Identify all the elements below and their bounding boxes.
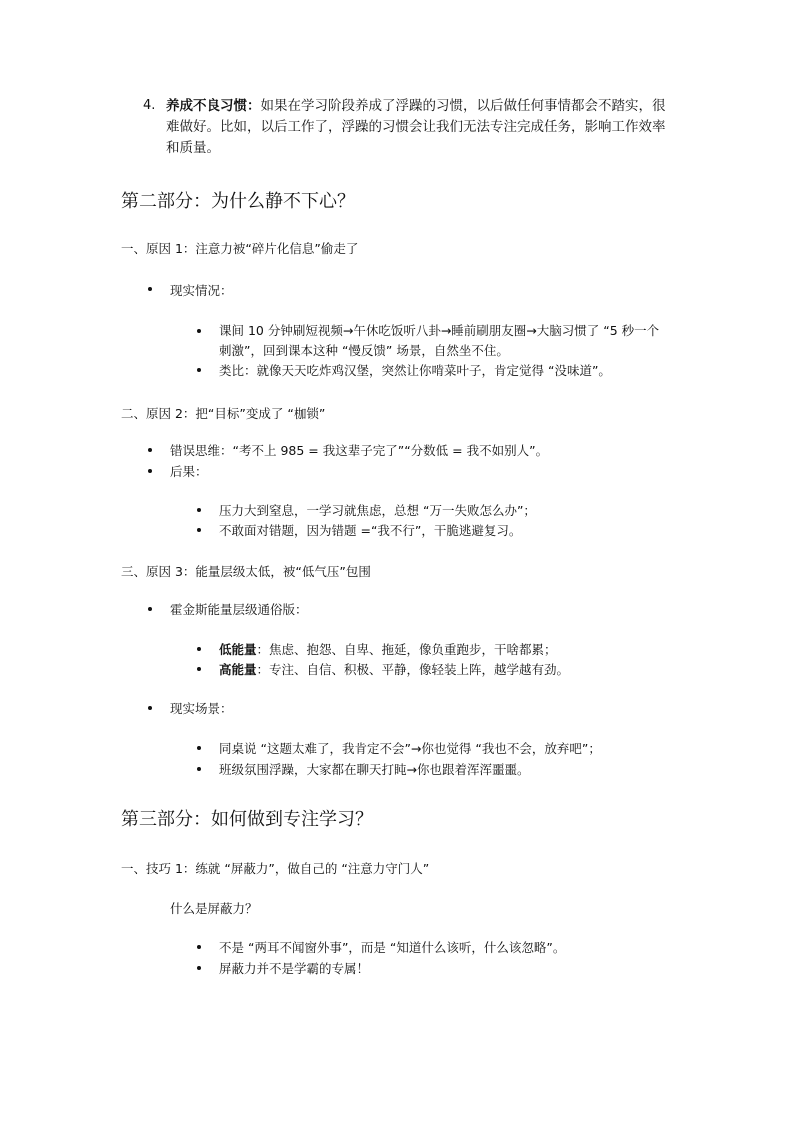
reason3-heading: 三、原因 3：能量层级太低，被“低气压”包围 xyxy=(121,564,371,579)
bullet-icon xyxy=(148,448,152,452)
scene-2: 班级氛围浮躁，大家都在聊天打盹→你也跟着浑浑噩噩。 xyxy=(219,762,530,777)
consequence-2: 不敢面对错题，因为错题 =“我不行”，干脆逃避复习。 xyxy=(219,523,522,538)
bullet-icon xyxy=(148,469,152,473)
bullet-icon xyxy=(197,746,201,750)
wrong-thinking: 错误思维：“考不上 985 = 我这辈子完了”“分数低 = 我不如别人”。 xyxy=(170,443,549,458)
bullet-icon xyxy=(197,508,201,512)
item4-lead: 养成不良习惯： xyxy=(166,98,261,114)
hawkins-label: 霍金斯能量层级通俗版： xyxy=(170,602,308,617)
low-energy-line xyxy=(219,640,557,658)
bullet-icon xyxy=(197,647,201,651)
bullet-icon xyxy=(197,528,201,532)
consequence-1: 压力大到窒息，一学习就焦虑，总想 “万一失败怎么办”； xyxy=(219,503,536,518)
bullet-icon xyxy=(197,667,201,671)
part3-heading: 第三部分：如何做到专注学习？ xyxy=(121,809,373,830)
item4-text: 如果在学习阶段养成了浮躁的习惯，以后做任何事情都会不踏实，很难做好。比如，以后工作了，浮躁的习惯会让我们无法专注完成任务，影响工作效率和质量。 xyxy=(166,98,666,156)
list-number: 4. xyxy=(143,98,156,113)
reason1-heading: 一、原因 1：注意力被“碎片化信息”偷走了 xyxy=(121,241,359,256)
low-energy-label: 低能量 xyxy=(219,642,257,657)
consequence-label: 后果： xyxy=(170,464,208,479)
bullet-icon xyxy=(148,706,152,710)
analogy-line: 类比：就像天天吃炸鸡汉堡，突然让你啃菜叶子，肯定觉得 “没味道”。 xyxy=(219,363,611,378)
tip1-bullet-2: 屏蔽力并不是学霸的专属！ xyxy=(219,961,370,976)
bullet-icon xyxy=(148,287,152,291)
high-energy-label: 高能量 xyxy=(219,662,257,677)
tip1-question: 什么是屏蔽力？ xyxy=(170,901,258,916)
bullet-icon xyxy=(148,607,152,611)
bullet-icon xyxy=(197,945,201,949)
reality-line1a: 课间 10 分钟刷短视频→午休吃饭听八卦→睡前刷朋友圈→大脑习惯了 “5 秒一个 xyxy=(219,323,660,338)
bullet-icon xyxy=(197,767,201,771)
scene-label: 现实场景： xyxy=(170,701,233,716)
reason2-heading: 二、原因 2：把“目标”变成了 “枷锁” xyxy=(121,406,326,421)
tip1-bullet-1: 不是 “两耳不闻窗外事”，而是 “知道什么该听，什么该忽略”。 xyxy=(219,940,566,955)
bullet-icon xyxy=(197,966,201,970)
reality-label: 现实情况： xyxy=(170,283,233,298)
bullet-icon xyxy=(197,329,201,333)
tip1-heading: 一、技巧 1：练就 “屏蔽力”，做自己的 “注意力守门人” xyxy=(121,861,430,876)
item4-paragraph xyxy=(166,96,676,159)
bullet-icon xyxy=(197,368,201,372)
high-energy-text: ：专注、自信、积极、平静，像轻装上阵，越学越有劲。 xyxy=(256,662,570,677)
scene-1: 同桌说 “这题太难了，我肯定不会”→你也觉得 “我也不会，放弃吧”； xyxy=(219,741,601,756)
low-energy-text: ：焦虑、抱怨、自卑、拖延，像负重跑步，干啥都累； xyxy=(256,642,557,657)
part2-heading: 第二部分：为什么静不下心？ xyxy=(121,191,355,212)
high-energy-line xyxy=(219,660,569,678)
reality-line1b: 刺激”，回到课本这种 “慢反馈” 场景，自然坐不住。 xyxy=(219,343,509,358)
